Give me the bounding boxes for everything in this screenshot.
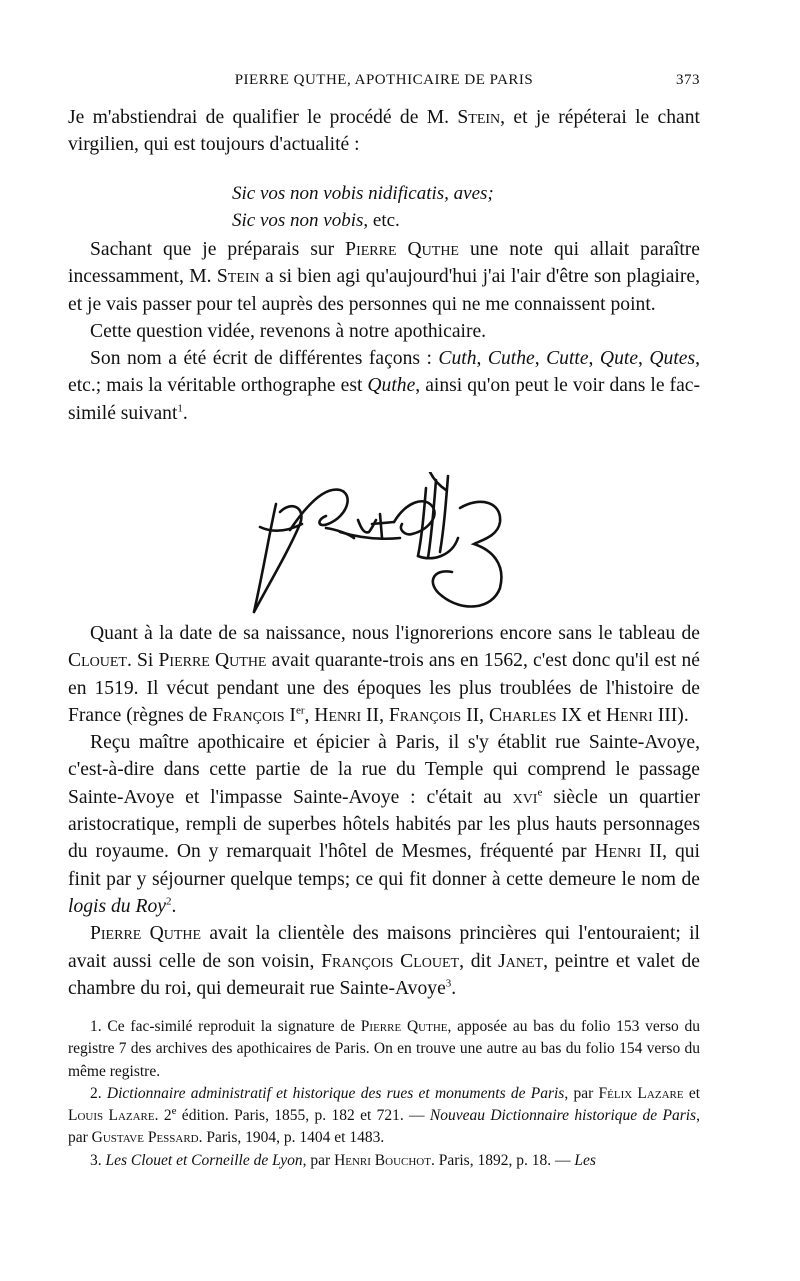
footnote-3: 3. Les Clouet et Corneille de Lyon, par Henri Bouchot. Paris, 1892, p. 18. — Les [90, 1151, 596, 1169]
page-header [68, 72, 700, 94]
paragraph-3: Cette question vidée, revenons à notre apothicaire. [90, 320, 487, 342]
footnote-ref-3: 3 [445, 977, 452, 990]
page-number: 373 [676, 72, 700, 88]
paragraph-4: Son nom a été écrit de différentes façons : Cuth, Cuthe, Cutte, Qute, Qutes, etc.; mais la véritable orthographe est Quthe, ainsi qu'on peut le voir dans le fac-similé suivant$^1$. [68, 348, 701, 424]
verse-line-1: Sic vos non vobis nidificatis, aves; [232, 183, 494, 204]
paragraph-1: Je m'abstiendrai de qualifier le procédé de M. Stein, et je répéterai le chant virgilien, qui est toujours d'actualité : [68, 107, 700, 156]
paragraphs-5-7 [68, 620, 700, 1002]
paragraph-5: Quant à la date de sa naissance, nous l'ignorerions encore sans le tableau de Clouet. Si Pierre Quthe avait quarante-trois ans en 1562, c'est donc qu'il est né en 1519. Il vécut pendant une des époques les plus troublées de l'histoire de France (règnes de François Ier, Henri II, François II, Charles IX et Henri III). [68, 623, 701, 726]
paragraphs-2-4 [68, 236, 700, 427]
footnotes [68, 1016, 700, 1172]
name-stein: Stein [457, 107, 501, 128]
footnote-ref-2: 2 [165, 895, 172, 908]
footnote-ref-1: 1 [177, 402, 183, 415]
paragraph-2: Sachant que je préparais sur Pierre Quthe une note qui allait paraître incessamment, M. Stein a si bien agi qu'aujourd'hui j'ai l'air d'être son plagiaire, et je vais passer pour tel auprès des personnes qui ne me connaissent point. [68, 239, 700, 315]
verse-line-2: Sic vos non vobis, etc. [232, 210, 400, 231]
footnote-1: 1. Ce fac-similé reproduit la signature de Pierre Quthe, apposée au bas du folio 153 verso du registre 7 des archives des apothicaires de Paris. On en trouve une autre au bas du folio 154 verso du même registre. [68, 1018, 701, 1080]
footnote-2: 2. Dictionnaire administratif et historique des rues et monuments de Paris, par Félix Lazare et Louis Lazare. 2e édition. Paris, 1855, p. 182 et 721. — Nouveau Dictionnaire historique de Paris, par Gustave Pessard. Paris, 1904, p. 1404 et 1483. [68, 1084, 701, 1147]
virgil-verse [232, 180, 494, 234]
paragraph-6: Reçu maître apothicaire et épicier à Paris, il s'y établit rue Sainte-Avoye, c'est-à-dire dans cette partie de la rue du Temple qui comprend le passage Sainte-Avoye et l'impasse Sainte-Avoye : c'était au xvi$^e$ siècle un quartier aristocratique, rempli de superbes hôtels habités par les plus hauts personnages du royaume. On y remarquait l'hôtel de Mesmes, fréquenté par Henri II, qui finit par y séjourner quelque temps; ce qui fit donner à cette demeure le nom de logis du Roy$^2$. [68, 732, 700, 917]
signature-facsimile [230, 472, 540, 622]
paragraph-7: Pierre Quthe avait la clientèle des maisons princières qui l'entouraient; il avait aussi celle de son voisin, François Clouet, dit Janet, peintre et valet de chambre du roi, qui demeurait rue Sainte-Avoye$^3$. [68, 923, 701, 999]
running-title: PIERRE QUTHE, APOTHICAIRE DE PARIS [234, 72, 534, 88]
